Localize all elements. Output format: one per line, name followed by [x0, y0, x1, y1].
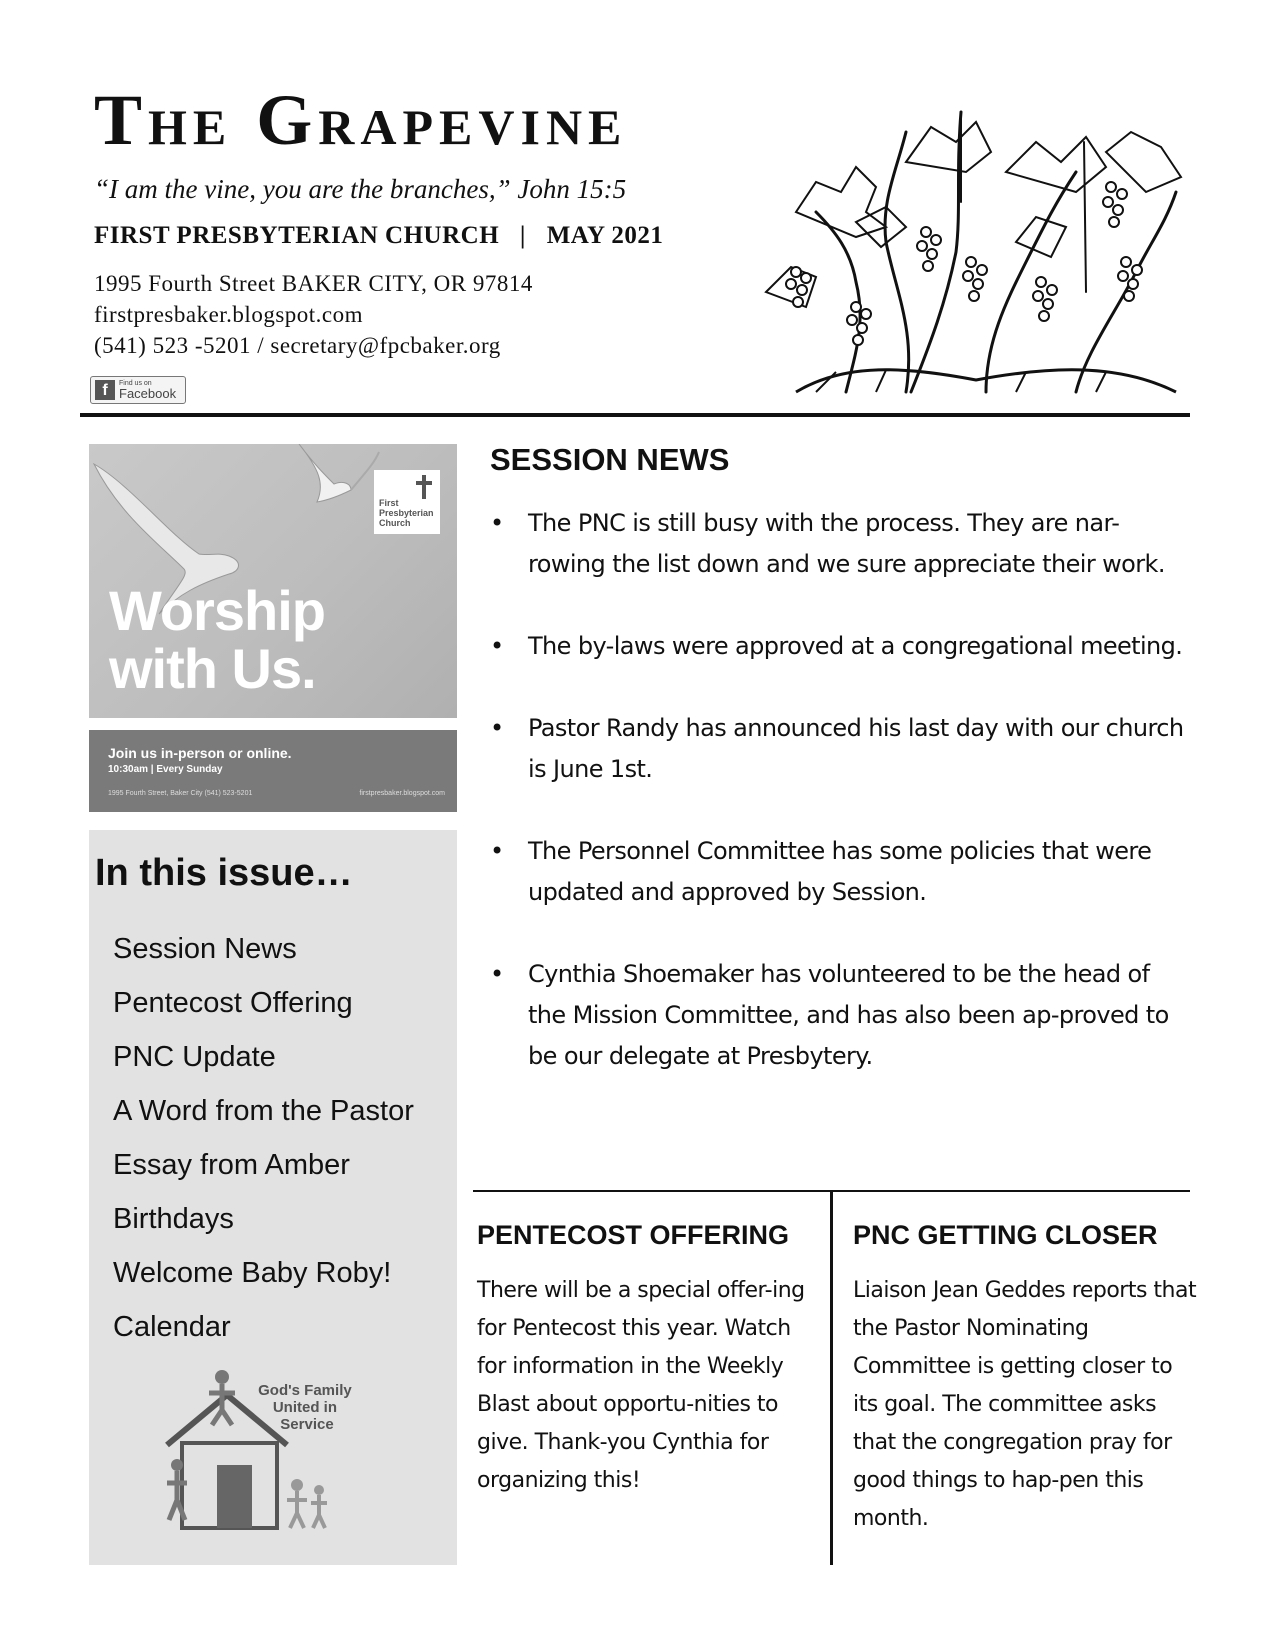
- issue-item: A Word from the Pastor: [113, 1095, 414, 1127]
- church-issue-line: [94, 222, 663, 250]
- issue-item: Welcome Baby Roby!: [113, 1257, 392, 1289]
- verse-quote: “I am the vine, you are the branches,”: [94, 174, 511, 204]
- issue-date: MAY 2021: [546, 222, 664, 249]
- issue-item: Pentecost Offering: [113, 987, 353, 1019]
- session-news-list: [490, 503, 1185, 1118]
- issue-item: Essay from Amber: [113, 1149, 350, 1181]
- session-news-item: • The Personnel Committee has some policies that were updated and approved by Session.: [490, 831, 1185, 913]
- gods-family-logo: [157, 1365, 357, 1535]
- worship-promo-bar: [89, 730, 457, 812]
- issue-contents-list: [113, 922, 414, 1354]
- issue-item: Birthdays: [113, 1203, 234, 1235]
- contact-block: [94, 268, 533, 361]
- promo-website[interactable]: firstpresbaker.blogspot.com: [359, 790, 445, 797]
- pnc-getting-closer-body: Liaison Jean Geddes reports that the Pastor Nominating Committee is getting closer to its goal. The committee asks that the congregation pray for good things to hap-pen this month.: [853, 1278, 1197, 1531]
- newsletter-title: The Grapevine: [94, 80, 628, 160]
- logo-line: Presbyterian: [379, 508, 434, 518]
- church-address: 1995 Fourth Street BAKER CITY, OR 97814: [94, 271, 533, 296]
- session-news-item: • Pastor Randy has announced his last day with our church is June 1st.: [490, 708, 1185, 790]
- issue-item: Calendar: [113, 1311, 231, 1343]
- in-this-issue-heading: In this issue…: [95, 852, 353, 894]
- session-news-item: • The PNC is still busy with the process. They are nar-rowing the list down and we sure appreciate their work.: [490, 503, 1185, 585]
- worship-promo-image: [89, 444, 457, 718]
- worship-heading-line: Worship: [109, 579, 325, 642]
- verse-reference: John 15:5: [517, 174, 627, 204]
- separator: |: [519, 222, 526, 249]
- worship-heading: [109, 579, 325, 700]
- issue-item: Session News: [113, 933, 297, 965]
- pentecost-offering-body: There will be a special offer-ing for Pentecost this year. Watch for information in the Weekly Blast about opportu-nities to give. Thank-you Cynthia for organizing this!: [477, 1278, 805, 1493]
- session-news-item: • The by-laws were approved at a congregational meeting.: [490, 626, 1185, 667]
- pentecost-offering-heading: PENTECOST OFFERING: [477, 1220, 790, 1250]
- header-divider: [80, 413, 1190, 417]
- cross-icon: [416, 475, 432, 499]
- facebook-small-text: Find us on: [119, 380, 152, 387]
- grapevine-illustration: [756, 92, 1196, 408]
- phone-email[interactable]: (541) 523 -5201 / secretary@fpcbaker.org: [94, 333, 501, 358]
- join-text: Join us in-person or online.: [108, 745, 292, 761]
- pnc-getting-closer-heading: PNC GETTING CLOSER: [853, 1220, 1158, 1250]
- facebook-badge[interactable]: [90, 376, 186, 404]
- logo-line: Church: [379, 518, 411, 528]
- facebook-label: Facebook: [119, 386, 177, 401]
- in-this-issue-sidebar: [89, 830, 457, 1565]
- worship-heading-line: with Us.: [109, 637, 316, 700]
- session-news-heading: SESSION NEWS: [490, 442, 730, 477]
- logo-line: First: [379, 498, 399, 508]
- verse: [94, 174, 626, 205]
- gods-family-logo-text: God's Family United in Service: [258, 1382, 352, 1433]
- church-name: FIRST PRESBYTERIAN CHURCH: [94, 222, 500, 249]
- session-news-item: • Cynthia Shoemaker has volunteered to be the head of the Mission Committee, and has also been ap-proved to be our delegate at Presbytery.: [490, 954, 1185, 1077]
- issue-item: PNC Update: [113, 1041, 276, 1073]
- church-logo: [374, 470, 440, 534]
- promo-address: 1995 Fourth Street, Baker City (541) 523-5201: [108, 790, 253, 797]
- column-divider: [830, 1192, 833, 1565]
- service-time: 10:30am | Every Sunday: [108, 764, 223, 775]
- facebook-icon: f: [95, 380, 115, 400]
- website-link[interactable]: firstpresbaker.blogspot.com: [94, 302, 364, 327]
